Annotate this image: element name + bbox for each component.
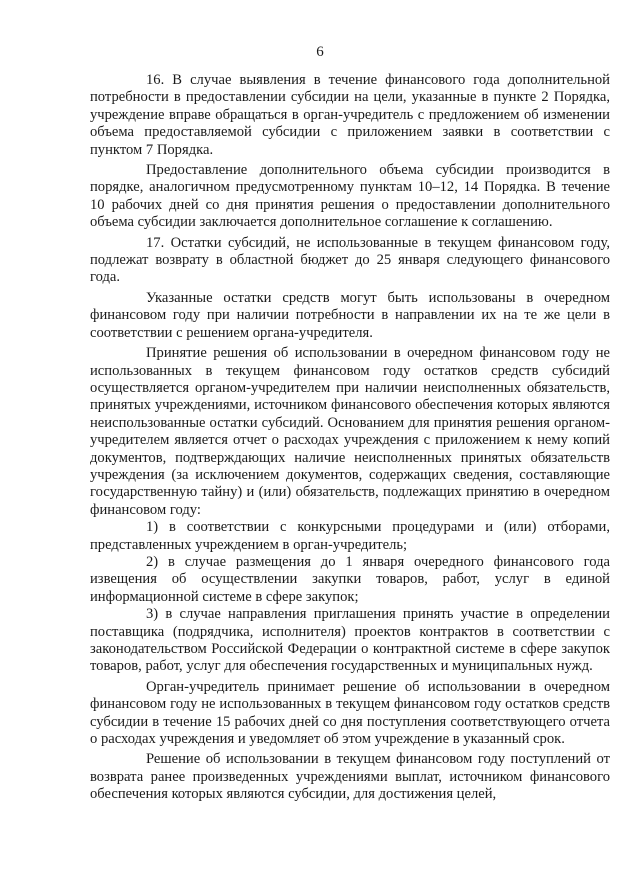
paragraph-founder-decision: Орган-учредитель принимает решение об использовании в очередном финансовом году не использованных в текущем финансовом году остатков средств субсидии в течение 15 рабочих дней со дня поступления соответствующего отчета о расходах учреждения и уведомляет об этом учреждение в указанный срок. xyxy=(90,678,610,748)
document-body xyxy=(90,72,610,804)
list-item-2-procurement-notice: 2) в случае размещения до 1 января очередного финансового года извещения об осуществлении закупки товаров, работ, услуг в единой информационной системе в сфере закупок; xyxy=(90,553,610,605)
list-item-3-invitation: 3) в случае направления приглашения принять участие в определении поставщика (подрядчика, исполнителя) проектов контрактов в соответствии с законодательством Российской Федерации о контрактной системе в сфере закупок товаров, работ, услуг для обеспечения государственных и муниципальных нужд. xyxy=(90,606,610,675)
page-number: 6 xyxy=(316,44,324,60)
paragraph-17-remaining-subsidies: 17. Остатки субсидий, не использованные в текущем финансовом году, подлежат возврату в областной бюджет до 25 января следующего финансового года. xyxy=(90,234,610,286)
paragraph-additional-volume: Предоставление дополнительного объема субсидии производится в порядке, аналогичном предусмотренному пунктам 10–12, 14 Порядка. В течение 10 рабочих дней со дня принятия решения о предоставлении дополнительного объема субсидии заключается дополнительное соглашение к соглашению. xyxy=(90,162,610,231)
paragraph-decision-basis: Принятие решения об использовании в очередном финансовом году не использованных в текущем финансовом году остатков средств субсидий осуществляется органом-учредителем при наличии неисполненных обязательств, принятых учреждениями, источником финансового обеспечения которых являются неиспользованные остатки субсидий. Основанием для принятия решения органом-учредителем является отчет о расходах учреждения с приложением к нему копий документов, подтверждающих наличие неисполненных принятых обязательств учреждения (за исключением документов, содержащих сведения, составляющие государственную тайну) и (или) обязательств, подлежащих принятию в очередном финансовом году: xyxy=(90,345,610,518)
list-item-1-competitive-procedures: 1) в соответствии с конкурсными процедурами и (или) отборами, представленных учреждением в орган-учредитель; xyxy=(90,519,610,553)
paragraph-16-additional-subsidy: 16. В случае выявления в течение финансового года дополнительной потребности в предоставлении субсидии на цели, указанные в пункте 2 Порядка, учреждение вправе обращаться в орган-учредитель с предложением об изменении объема предоставляемой субсидии с приложением заявки в соответствии с пунктом 7 Порядка. xyxy=(90,72,610,158)
paragraph-remaining-funds-use: Указанные остатки средств могут быть использованы в очередном финансовом году при наличии потребности в направлении их на те же цели в соответствии с решением органа-учредителя. xyxy=(90,289,610,341)
paragraph-refund-decision: Решение об использовании в текущем финансовом году поступлений от возврата ранее произведенных учреждениями выплат, источником финансового обеспечения которых являются субсидии, для достижения целей, xyxy=(90,751,610,803)
